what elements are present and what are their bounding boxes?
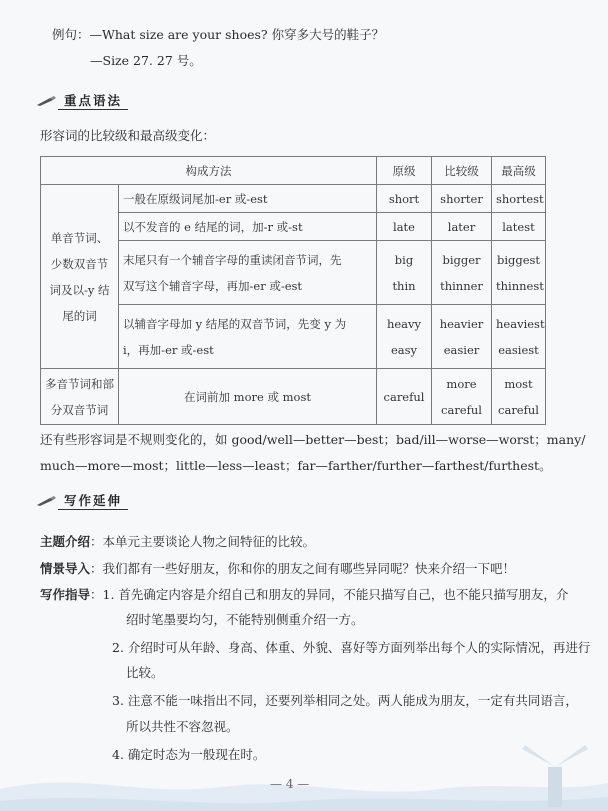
comparative-cell (432, 305, 492, 369)
word: thinnest (496, 278, 544, 293)
rule-line: 末尾只有一个辅音字母的重读闭音节词，先 (123, 252, 342, 267)
example-line-1: 例句：—What size are your shoes? 你穿多大号的鞋子？ (52, 27, 385, 42)
guide-line: 3. 注意不能一味指出不同，还要列举相同之处。两人能成为朋友，一定有共同语言， (112, 693, 578, 708)
rule-cell: 在词前加 more 或 most (119, 369, 377, 425)
superlative-cell (492, 241, 546, 305)
word: easiest (498, 342, 539, 357)
rule-line: i，再加-er 或-est (123, 342, 214, 357)
group2-label-line: 分双音节词 (50, 402, 109, 417)
comparative-cell: later (432, 213, 492, 241)
table-row (41, 369, 546, 425)
superlative-cell: shortest (492, 185, 546, 213)
rule-line: 以辅音字母加 y 结尾的双音节词，先变 y 为 (123, 316, 347, 331)
footer-wave-decoration (0, 731, 608, 811)
header-base: 原级 (377, 157, 432, 185)
guide-line: 比较。 (126, 665, 164, 680)
pen-icon (36, 95, 58, 107)
word: bigger (442, 252, 481, 267)
comparison-table (40, 156, 546, 425)
base-cell (377, 305, 432, 369)
irregular-line-2: much—more—most；little—less—least；far—farther/further—farthest/furthest。 (40, 458, 552, 473)
scene-intro (40, 561, 515, 577)
base-cell: late (377, 213, 432, 241)
comparative-cell (432, 369, 492, 425)
word: careful (441, 402, 482, 417)
guide-line: 4. 确定时态为一般现在时。 (112, 747, 266, 762)
theme-text: ：本单元主要谈论人物之间特征的比较。 (90, 534, 316, 549)
word: easier (443, 342, 480, 357)
group1-label-line: 少数双音节 (50, 256, 109, 271)
theme-intro (40, 534, 315, 550)
word: heavy (386, 316, 422, 331)
grammar-heading: 重点语法 (58, 93, 128, 110)
base-cell: careful (377, 369, 432, 425)
word: careful (498, 402, 539, 417)
word: heaviest (496, 316, 545, 331)
scene-text: ：我们都有一些好朋友，你和你的朋友之间有哪些异同呢？快来介绍一下吧！ (90, 561, 516, 576)
example-line-2: —Size 27. 27 号。 (90, 53, 202, 68)
table-header-row (41, 157, 546, 185)
superlative-cell (492, 369, 546, 425)
word: heavier (439, 316, 484, 331)
guide-line: 绍时笔墨要均匀，不能特别侧重介绍一方。 (126, 612, 364, 627)
rule-cell (119, 305, 377, 369)
word: easy (390, 342, 418, 357)
rule-cell (119, 241, 377, 305)
scene-label: 情景导入 (40, 561, 91, 576)
header-comparative: 比较级 (432, 157, 492, 185)
word: biggest (496, 252, 541, 267)
base-cell (377, 241, 432, 305)
irregular-line-1: 还有些形容词是不规则变化的，如 good/well—better—best；bad/ill—worse—worst；many/ (40, 432, 586, 447)
word: thin (392, 278, 416, 293)
rule-line: 双写这个辅音字母，再加-er 或-est (123, 278, 303, 293)
guide-line (40, 587, 568, 603)
comparative-cell: shorter (432, 185, 492, 213)
writing-section-heading (36, 493, 156, 511)
guide-label: 写作指导 (40, 587, 91, 602)
superlative-cell (492, 305, 546, 369)
superlative-cell: latest (492, 213, 546, 241)
word: more (446, 376, 477, 391)
grammar-section-heading (36, 93, 156, 111)
theme-label: 主题介绍 (40, 534, 91, 549)
group-multi-syllable (41, 369, 119, 425)
group1-label-line: 单音节词、 (50, 230, 109, 245)
guide-line: 2. 介绍时可从年龄、身高、体重、外貌、喜好等方面列举出每个人的实际情况，再进行 (112, 640, 591, 655)
pen-icon (36, 495, 58, 507)
rule-cell: 以不发音的 e 结尾的词，加-r 或-st (119, 213, 377, 241)
comparative-cell (432, 241, 492, 305)
word: big (394, 252, 414, 267)
guide-line: 所以共性不容忽视。 (126, 719, 239, 734)
group2-label-line: 多音节词和部 (45, 376, 114, 391)
header-method: 构成方法 (41, 157, 377, 185)
rule-cell: 一般在原级词尾加-er 或-est (119, 185, 377, 213)
group1-label-line: 尾的词 (62, 308, 97, 323)
header-superlative: 最高级 (492, 157, 546, 185)
writing-heading: 写作延伸 (58, 493, 128, 510)
table-row (41, 185, 546, 213)
word: most (504, 376, 533, 391)
guide-text: ：1. 首先确定内容是介绍自己和朋友的异同，不能只描写自己，也不能只描写朋友，介 (90, 587, 569, 602)
group1-label-line: 词及以-y 结 (49, 282, 110, 297)
word: thinner (440, 278, 483, 293)
grammar-intro: 形容词的比较级和最高级变化： (40, 128, 216, 143)
group-single-syllable (41, 185, 119, 369)
base-cell: short (377, 185, 432, 213)
page-number: — 4 — (270, 777, 310, 791)
